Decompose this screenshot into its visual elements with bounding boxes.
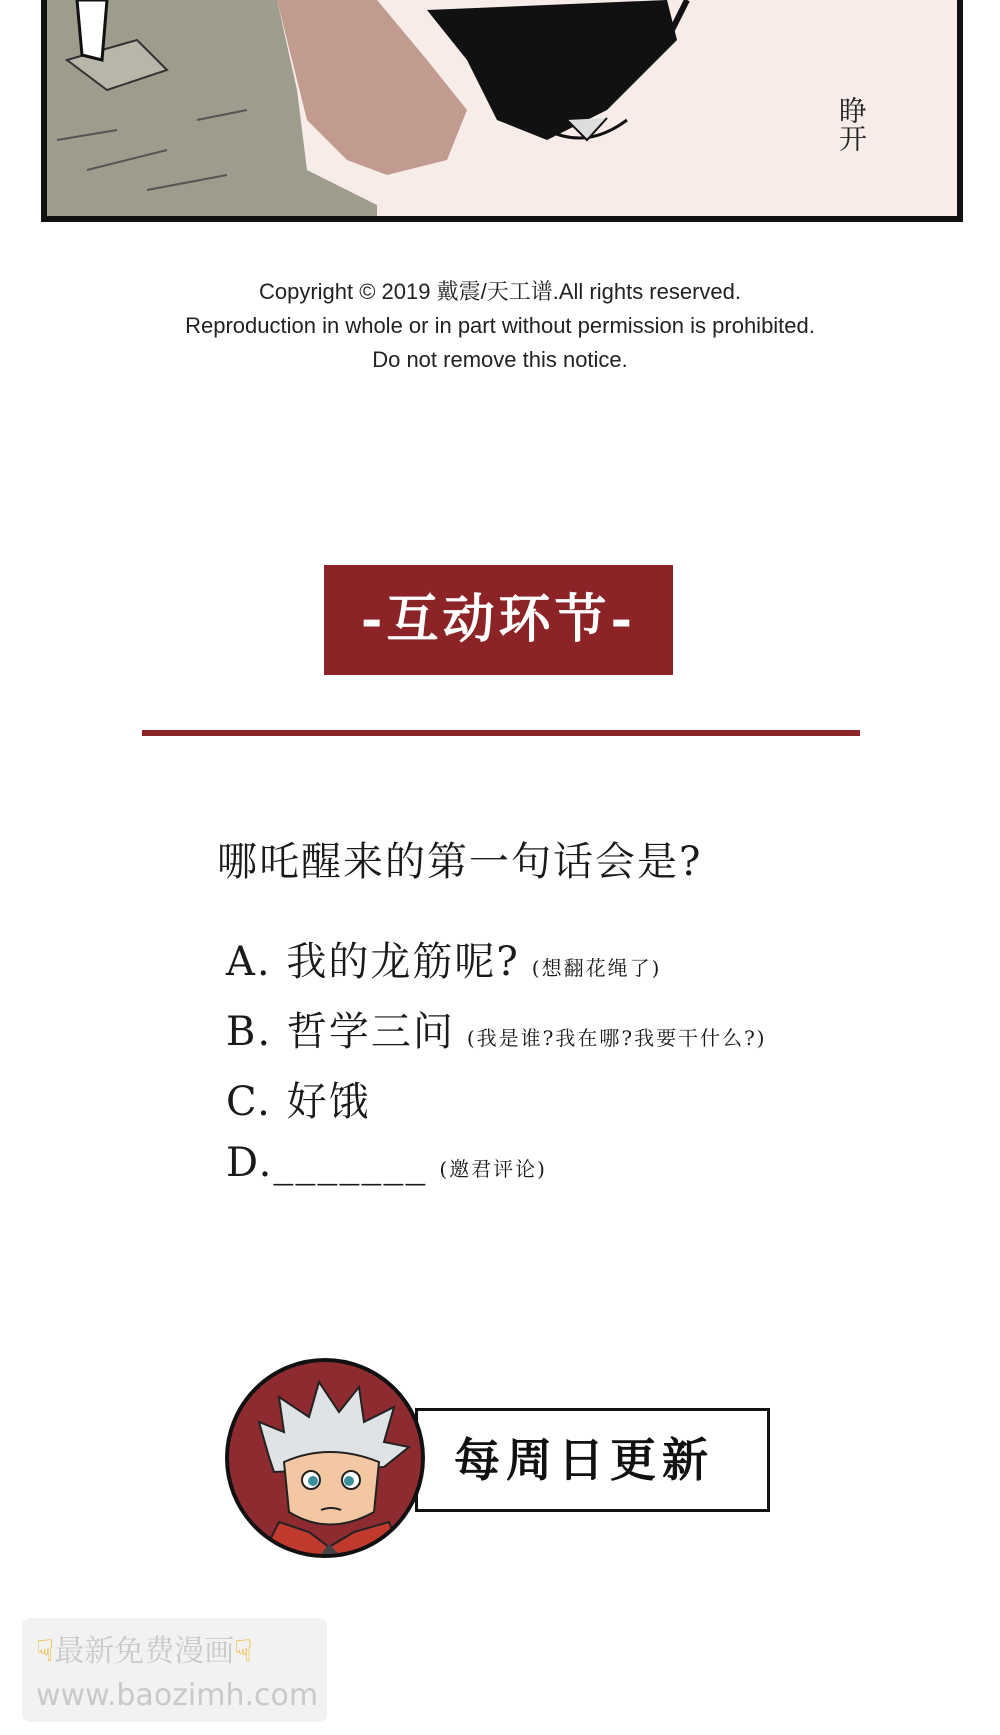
pointing-down-hand-icon: ☟ bbox=[234, 1634, 253, 1669]
option-label: B. 哲学三问 bbox=[226, 1009, 455, 1055]
update-schedule-box bbox=[415, 1408, 770, 1512]
character-avatar bbox=[225, 1358, 425, 1558]
quiz-question: 哪吒醒来的第一句话会是? bbox=[217, 839, 703, 885]
option-a bbox=[226, 930, 946, 1000]
watermark-slogan: 最新免费漫画 bbox=[54, 1634, 235, 1669]
site-watermark bbox=[22, 1618, 327, 1722]
watermark-url: www.baozimh.com bbox=[36, 1678, 319, 1713]
copyright-line: Copyright © 2019 戴震/天工谱.All rights reserved. bbox=[258, 279, 742, 304]
option-label: D._______ bbox=[226, 1140, 428, 1186]
option-b bbox=[226, 1000, 946, 1070]
option-c bbox=[226, 1070, 946, 1140]
section-divider bbox=[142, 730, 860, 736]
option-note: (邀君评论) bbox=[439, 1157, 547, 1181]
option-note: (想翻花绳了) bbox=[531, 956, 662, 980]
pointing-down-hand-icon: ☟ bbox=[36, 1634, 55, 1669]
option-note: (我是谁?我在哪?我要干什么?) bbox=[466, 1026, 767, 1050]
option-label: A. 我的龙筋呢? bbox=[226, 939, 520, 985]
copyright-notice bbox=[0, 275, 1000, 377]
reproduction-line: Reproduction in whole or in part without permission is prohibited. bbox=[185, 313, 815, 338]
sound-effect-text: 睁开 bbox=[835, 96, 868, 152]
comic-panel bbox=[41, 0, 963, 222]
notice-line: Do not remove this notice. bbox=[372, 347, 628, 372]
avatar-illustration bbox=[229, 1362, 425, 1558]
comic-illustration bbox=[47, 0, 963, 222]
update-schedule-label: 每周日更新 bbox=[454, 1433, 714, 1487]
option-d bbox=[226, 1140, 946, 1210]
interactive-section-title: -互动环节- bbox=[324, 565, 673, 675]
quiz-options bbox=[226, 930, 946, 1210]
option-label: C. 好饿 bbox=[226, 1079, 371, 1125]
